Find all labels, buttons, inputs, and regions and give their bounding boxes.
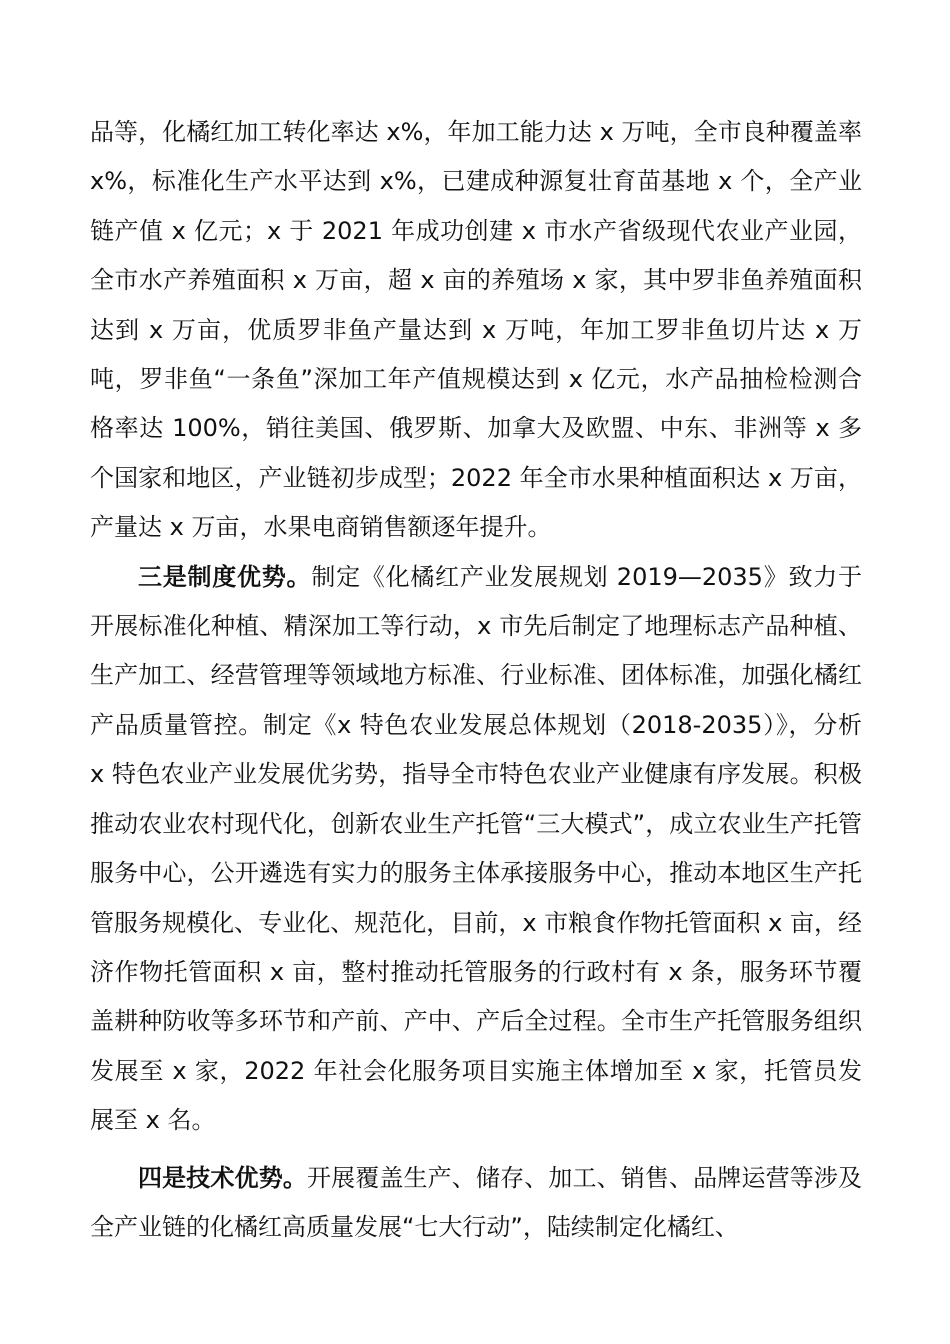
paragraph-3-text: 开展覆盖生产、储存、加工、销售、品牌运营等涉及全产业链的化橘红高质量发展“七大行动”，陆续制定化橘红、 [90,1163,863,1241]
paragraph-2-institutional-advantage [90,553,862,1146]
paragraph-3-heading: 四是技术优势。 [138,1163,307,1192]
paragraph-2-heading: 三是制度优势。 [138,562,312,591]
paragraph-2-text: 制定《化橘红产业发展规划 2019—2035》致力于开展标准化种植、精深加工等行动，x 市先后制定了地理标志产品种植、生产加工、经营管理等领域地方标准、行业标准、团体标准，加强化橘红产品质量管控。制定《x 特色农业发展总体规划（2018-2035）》，分析 x 特色农业产业发展优劣势，指导全市特色农业产业健康有序发展。积极推动农业农村现代化，创新农业生产托管“三大模式”，成立农业生产托管服务中心，公开遴选有实力的服务主体承接服务中心，推动本地区生产托管服务规模化、专业化、规范化，目前，x 市粮食作物托管面积 x 亩，经济作物托管面积 x 亩，整村推动托管服务的行政村有 x 条，服务环节覆盖耕种防收等多环节和产前、产中、产后全过程。全市生产托管服务组织发展至 x 家，2022 年社会化服务项目实施主体增加至 x 家，托管员发展至 x 名。 [90,562,862,1135]
paragraph-1 [90,108,862,553]
document-page [90,108,862,1252]
paragraph-1-text: 品等，化橘红加工转化率达 x%，年加工能力达 x 万吨，全市良种覆盖率 x%，标准化生产水平达到 x%，已建成种源复壮育苗基地 x 个，全产业链产值 x 亿元；x 于 2021 年成功创建 x 市水产省级现代农业产业园，全市水产养殖面积 x 万亩，超 x 亩的养殖场 x 家，其中罗非鱼养殖面积达到 x 万亩，优质罗非鱼产量达到 x 万吨，年加工罗非鱼切片达 x 万吨，罗非鱼“一条鱼”深加工年产值规模达到 x 亿元，水产品抽检检测合格率达 100%，销往美国、俄罗斯、加拿大及欧盟、中东、非洲等 x 多个国家和地区，产业链初步成型；2022 年全市水果种植面积达 x 万亩，产量达 x 万亩，水果电商销售额逐年提升。 [90,118,862,542]
paragraph-3-technical-advantage [90,1154,862,1253]
